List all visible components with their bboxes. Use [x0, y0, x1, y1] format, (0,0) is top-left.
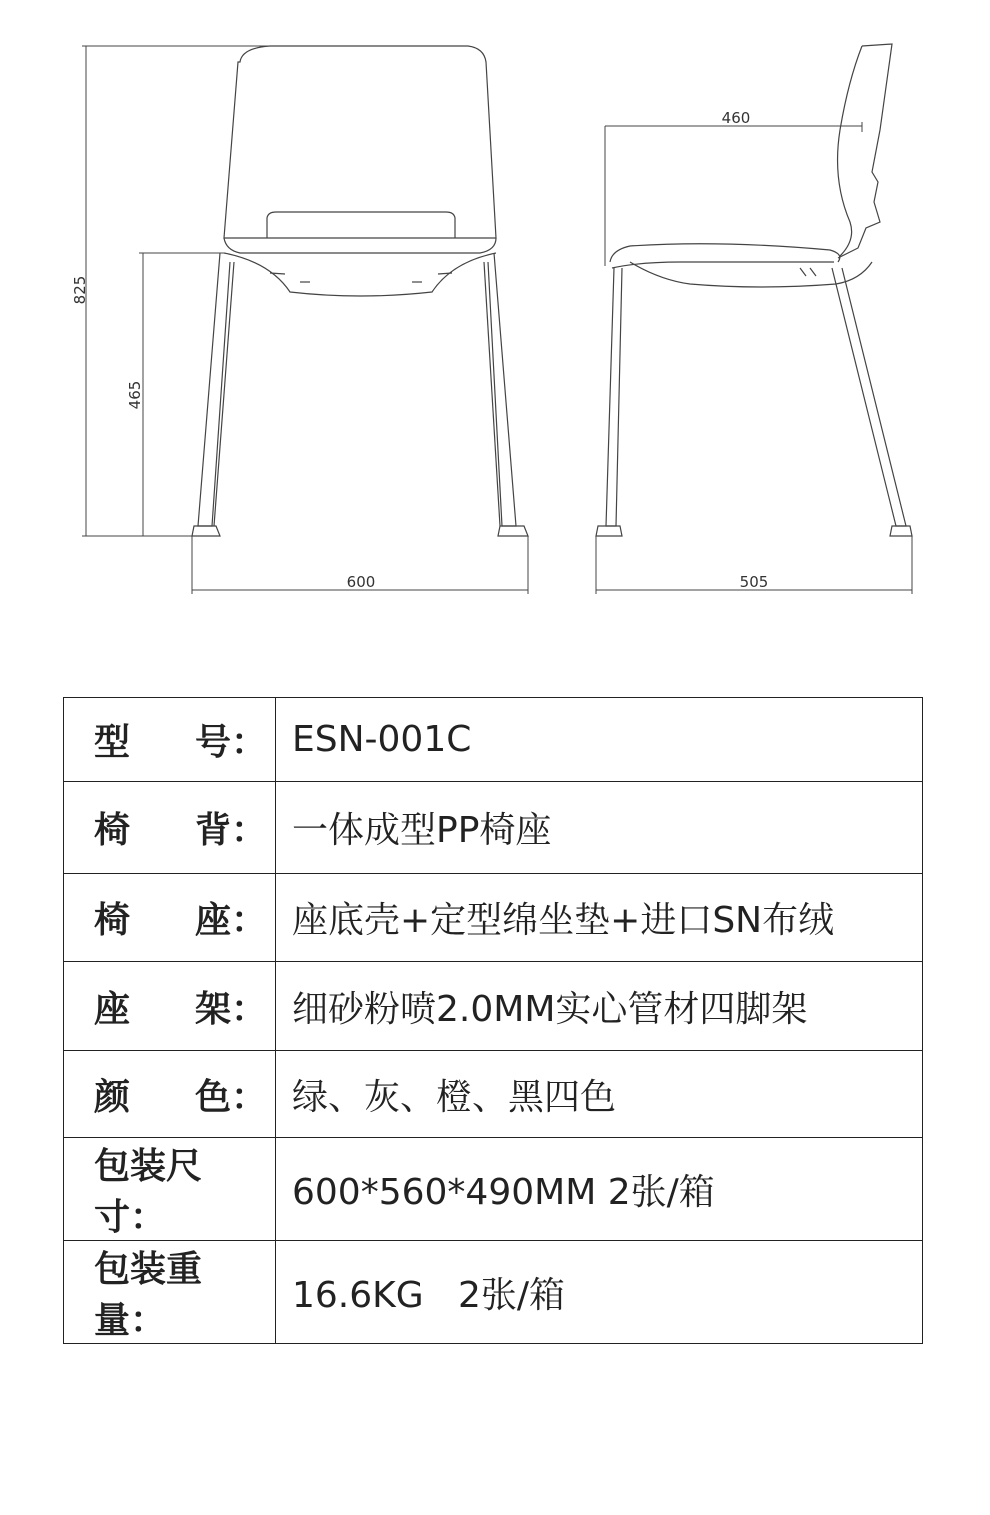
spec-value-frame: 细砂粉喷2.0MM实心管材四脚架 [276, 962, 923, 1051]
spec-value-backrest: 一体成型PP椅座 [276, 782, 923, 874]
table-row [64, 1241, 923, 1344]
table-row [64, 698, 923, 782]
dim-label-side-depth: 505 [739, 573, 769, 591]
table-row [64, 782, 923, 874]
side-view-chair [596, 44, 912, 536]
spec-value-seat: 座底壳+定型绵坐垫+进口SN布绒 [276, 874, 923, 962]
chair-technical-drawing [0, 0, 990, 640]
spec-value-color: 绿、灰、橙、黑四色 [276, 1051, 923, 1138]
spec-label-frame: 座 架： [64, 962, 276, 1051]
spec-value-package-size: 600*560*490MM 2张/箱 [276, 1138, 923, 1241]
dim-label-overall-height: 825 [71, 275, 89, 305]
spec-label-package-size: 包装尺寸： [64, 1138, 276, 1241]
dim-label-seat-height: 465 [126, 380, 144, 410]
dim-label-seat-depth: 460 [721, 109, 751, 127]
table-row [64, 1051, 923, 1138]
dim-label-front-width: 600 [346, 573, 376, 591]
table-row [64, 1138, 923, 1241]
spec-label-backrest: 椅 背： [64, 782, 276, 874]
spec-label-seat: 椅 座： [64, 874, 276, 962]
table-row [64, 874, 923, 962]
spec-value-package-weight: 16.6KG 2张/箱 [276, 1241, 923, 1344]
spec-table [63, 697, 923, 1344]
spec-value-model: ESN-001C [276, 698, 923, 782]
table-row [64, 962, 923, 1051]
spec-label-model: 型 号： [64, 698, 276, 782]
spec-label-package-weight: 包装重量： [64, 1241, 276, 1344]
spec-label-color: 颜 色： [64, 1051, 276, 1138]
front-dimension-lines [82, 46, 528, 594]
front-view-chair [192, 46, 528, 536]
